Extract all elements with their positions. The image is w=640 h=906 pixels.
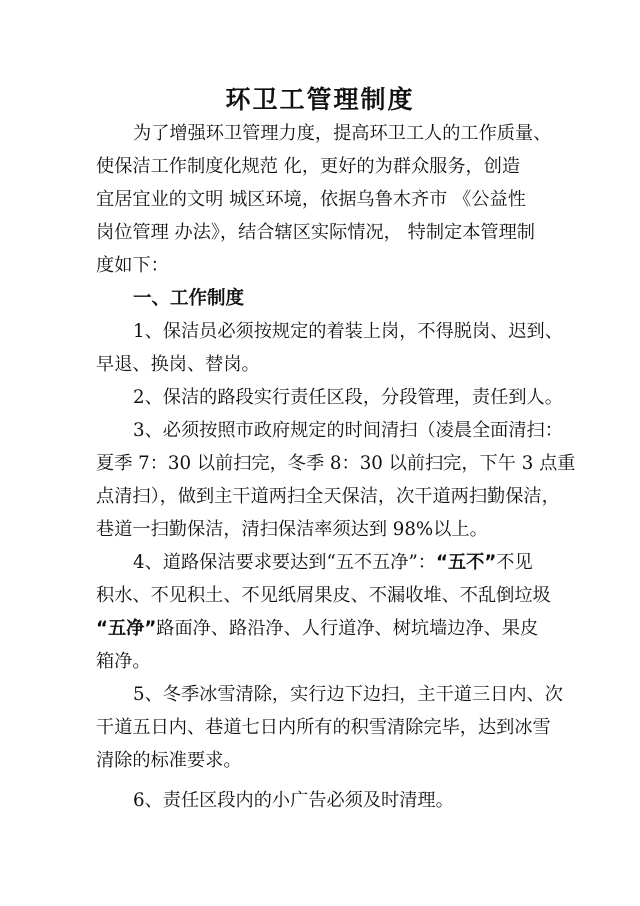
item-3-line-4: 巷道一扫勤保洁，清扫保洁率须达到 98%以上。 [96,519,488,540]
item-3-line-1: 3、必须按照市政府规定的时间清扫（凌晨全面清扫： [133,420,563,441]
item-4-line-1 [133,552,533,574]
item-4-line-1-tail: 不见 [496,552,533,573]
item-2-line-1: 2、保洁的路段实行责任区段，分段管理，责任到人。 [133,387,563,408]
item-1-line-2: 早退、换岗、替岗。 [96,354,260,375]
item-3-line-3: 点清扫），做到主干道两扫全天保洁，次干道两扫勤保洁， [96,486,560,507]
item-4-line-3 [96,618,538,640]
item-5-line-3: 清除的标准要求。 [96,750,242,771]
intro-line-2: 使保洁工作制度化规范 化，更好的为群众服务，创造 [96,156,521,177]
item-5-line-2: 干道五日内、巷道七日内所有的积雪清除完毕，达到冰雪 [96,717,551,738]
item-4-wujing-emphasis: “五净” [96,618,157,639]
intro-line-1: 为了增强环卫管理力度，提高环卫工人的工作质量、 [133,123,552,144]
item-4-line-4: 箱净。 [96,651,151,672]
item-4-line-2: 积水、不见积土、不见纸屑果皮、不漏收堆、不乱倒垃圾 [96,585,551,606]
item-4-line-3-tail: 路面净、路沿净、人行道净、树坑墙边净、果皮 [156,618,539,639]
intro-line-4: 岗位管理 办法》，结合辖区实际情况， 特制定本管理制 [96,222,535,243]
item-1-line-1: 1、保洁员必须按规定的着装上岗，不得脱岗、迟到、 [133,321,563,342]
intro-line-3: 宜居宜业的文明 城区环境，依据乌鲁木齐市 《公益性 [96,189,526,210]
item-6-line-1: 6、责任区段内的小广告必须及时清理。 [133,790,454,811]
section-heading: 一、工作制度 [133,288,245,309]
item-4-wubu-emphasis: “五不” [435,552,497,573]
item-3-line-2: 夏季 7：30 以前扫完，冬季 8：30 以前扫完，下午 3 点重 [96,453,576,474]
intro-line-5: 度如下： [96,255,169,276]
item-4-line-1-text: 4、道路保洁要求要达到“五不五净”： [133,552,436,573]
document-title: 环卫工管理制度 [225,85,415,114]
item-5-line-1: 5、冬季冰雪清除，实行边下边扫，主干道三日内、次 [133,684,563,705]
